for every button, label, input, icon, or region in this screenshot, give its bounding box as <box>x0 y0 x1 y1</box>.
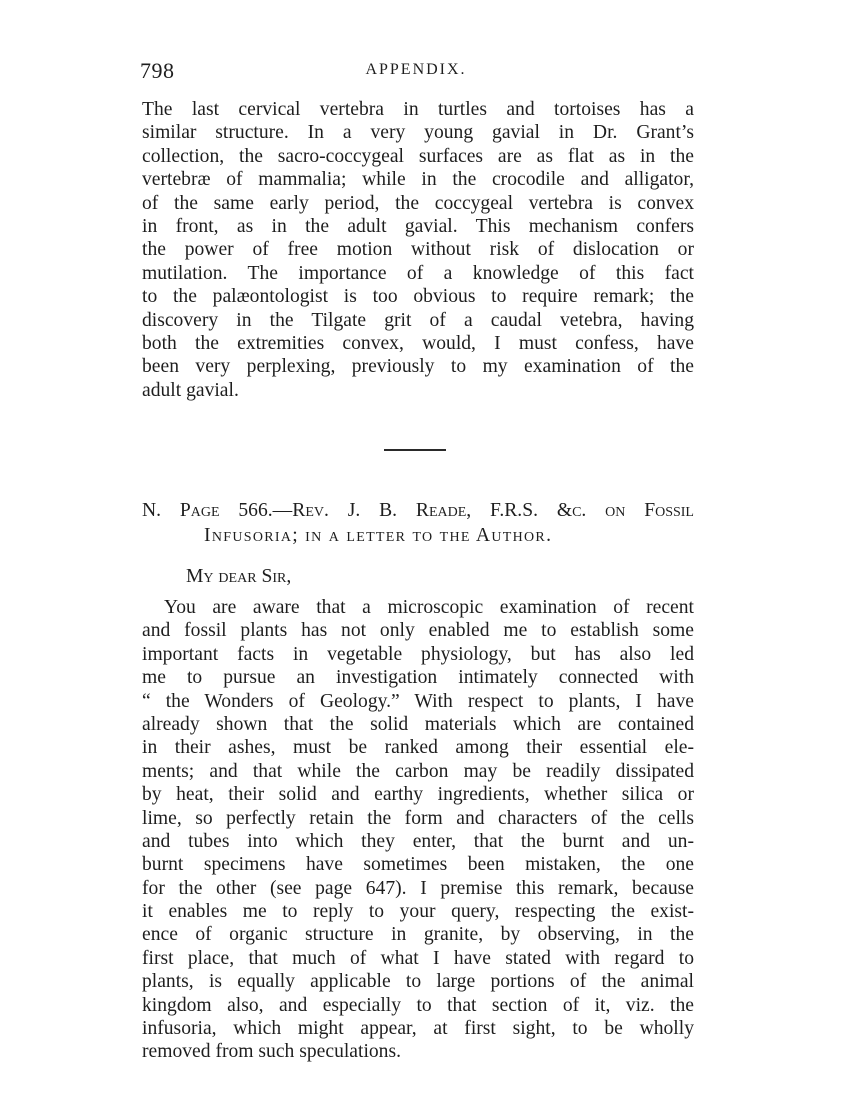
text-line: adult gavial. <box>142 379 239 401</box>
text-line: first place, that much of what I have stated with regard to <box>142 947 694 969</box>
text-line: vertebræ of mammalia; while in the crocodile and alligator, <box>142 169 694 191</box>
text-line: for the other (see page 647). I premise this remark, because <box>142 877 694 899</box>
section-heading-line: N. Page 566.—Rev. J. B. Reade, F.R.S. &c. on Fossil <box>142 500 694 521</box>
text-line: ments; and that while the carbon may be readily dissipated <box>142 760 694 782</box>
section-divider <box>384 449 446 451</box>
text-line: similar structure. In a very young gavial in Dr. Grant’s <box>142 122 694 144</box>
first-paragraph <box>142 98 694 402</box>
page-header <box>140 58 692 86</box>
text-line: me to pursue an investigation intimately connected with <box>142 667 694 689</box>
text-line: lime, so perfectly retain the form and characters of the cells <box>142 807 694 829</box>
text-line: to the palæontologist is too obvious to require remark; the <box>142 286 694 308</box>
text-line: important facts in vegetable physiology, but has also led <box>142 643 694 665</box>
text-line: been very perplexing, previously to my examination of the <box>142 356 694 378</box>
text-line: and fossil plants has not only enabled me to establish some <box>142 620 694 642</box>
text-line: burnt specimens have sometimes been mistaken, the one <box>142 854 694 876</box>
text-line: of the same early period, the coccygeal vertebra is convex <box>142 192 694 214</box>
text-line: by heat, their solid and earthy ingredients, whether silica or <box>142 784 694 806</box>
section-heading-line: Infusoria; in a letter to the Author. <box>204 525 553 546</box>
text-line: “ the Wonders of Geology.” With respect to plants, I have <box>142 690 694 712</box>
page-number: 798 <box>140 58 175 83</box>
text-line: mutilation. The importance of a knowledge of this fact <box>142 262 694 284</box>
section-heading <box>142 498 694 548</box>
text-line: in their ashes, must be ranked among their essential ele- <box>142 737 694 759</box>
text-line: already shown that the solid materials which are contained <box>142 713 694 735</box>
text-line: plants, is equally applicable to large portions of the animal <box>142 971 694 993</box>
text-line: ence of organic structure in granite, by observing, in the <box>142 924 694 946</box>
text-line: discovery in the Tilgate grit of a caudal vetebra, having <box>142 309 694 331</box>
text-line: removed from such speculations. <box>142 1041 402 1063</box>
text-line: in front, as in the adult gavial. This mechanism confers <box>142 215 694 237</box>
text-line: and tubes into which they enter, that the burnt and un- <box>142 830 694 852</box>
text-line: collection, the sacro-coccygeal surfaces are as flat as in the <box>142 145 694 167</box>
text-line: infusoria, which might appear, at first sight, to be wholly <box>142 1018 694 1040</box>
running-head: APPENDIX. <box>365 61 467 78</box>
text-line: the power of free motion without risk of dislocation or <box>142 239 694 261</box>
text-line: You are aware that a microscopic examination of recent <box>164 597 694 618</box>
text-line: both the extremities convex, would, I must confess, have <box>142 332 694 354</box>
letter-body <box>142 596 694 1064</box>
text-line: it enables me to reply to your query, respecting the exist- <box>142 901 694 923</box>
text-line: The last cervical vertebra in turtles and tortoises has a <box>142 99 694 120</box>
letter-salutation: My dear Sir, <box>186 566 292 587</box>
text-line: kingdom also, and especially to that section of it, viz. the <box>142 994 694 1016</box>
